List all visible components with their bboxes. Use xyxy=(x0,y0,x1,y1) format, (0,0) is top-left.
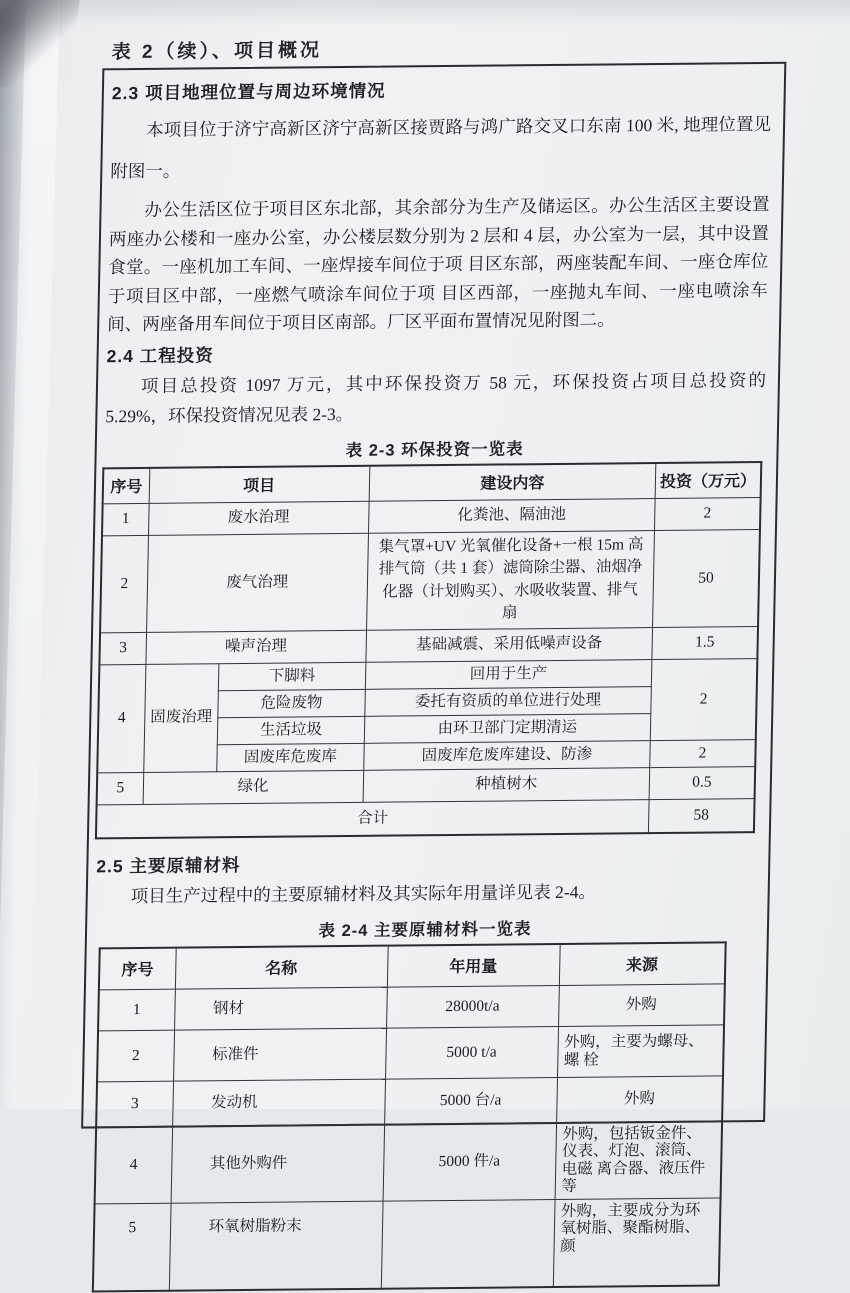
table-row xyxy=(99,658,758,691)
table-cell: 1.5 xyxy=(652,626,758,659)
table-cell: 外购 xyxy=(556,1075,723,1122)
table-row xyxy=(93,1197,721,1291)
table-cell: 绿化 xyxy=(143,770,364,804)
table-cell: 外购 xyxy=(558,983,725,1026)
table-cell: 2 xyxy=(97,1030,174,1082)
table-cell: 外购，主要成分为环氧树脂、聚酯树脂、颜 xyxy=(553,1197,721,1286)
table-cell: 3 xyxy=(96,1081,173,1127)
table-cell: 发动机 xyxy=(172,1079,385,1126)
column-header: 序号 xyxy=(103,467,150,503)
table-cell: 固废治理 xyxy=(143,663,218,772)
column-header: 年用量 xyxy=(387,943,560,986)
section-2-5-heading: 2.5 主要原辅材料 xyxy=(96,854,241,876)
table-cell: 2 xyxy=(654,497,760,530)
table-cell: 28000t/a xyxy=(386,985,559,1028)
table-cell: 委托有资质的单位进行处理 xyxy=(365,686,652,716)
table-row xyxy=(96,1075,723,1126)
table-cell: 基础减震、采用低噪声设备 xyxy=(366,627,653,662)
table-cell: 1 xyxy=(98,989,175,1031)
table-cell: 外购，主要为螺母、螺 栓 xyxy=(557,1024,724,1077)
section-2-4-paragraph: 项目总投资 1097 万元，其中环保投资万 58 元，环保投资占项目总投资的 5.29%，环保投资情况见表 2-3。 xyxy=(105,369,767,426)
section-2-3-paragraph-location: 本项目位于济宁高新区济宁高新区接贾路与鸿广路交叉口东南 100 米, 地理位置见附图一。 xyxy=(110,113,772,182)
table-cell: 3 xyxy=(99,632,146,664)
table-cell: 外购，包括钣金件、仪表、灯泡、滚筒、电磁 离合器、液压件等 xyxy=(555,1120,723,1199)
table-cell: 合计 xyxy=(96,799,649,838)
table-cell: 50 xyxy=(653,529,760,627)
table-cell: 固废库危废库建设、防渗 xyxy=(363,740,650,770)
table-cell: 废水治理 xyxy=(148,501,369,535)
table-cell: 钢材 xyxy=(174,987,387,1030)
table-cell: 2 xyxy=(650,739,756,767)
table-cell: 废气治理 xyxy=(146,533,368,632)
table-cell: 5 xyxy=(93,1203,171,1291)
table-cell: 其他外购件 xyxy=(171,1124,385,1203)
column-header: 投资（万元） xyxy=(655,462,761,499)
content-box xyxy=(81,62,786,1255)
table-cell: 下脚料 xyxy=(218,662,365,690)
table-2-3-caption: 表 2-3 环保投资一览表 xyxy=(345,439,524,460)
column-header: 建设内容 xyxy=(369,463,656,501)
table-cell: 5000 台/a xyxy=(384,1077,557,1124)
table-2-4-caption: 表 2-4 主要原辅材料一览表 xyxy=(318,919,532,940)
table-cell: 环氧树脂粉末 xyxy=(169,1201,383,1291)
table-cell: 标准件 xyxy=(173,1028,386,1081)
table-2-4-header-row xyxy=(99,942,726,990)
table-cell: 0.5 xyxy=(649,766,755,799)
table-row xyxy=(95,1120,723,1203)
table-cell: 生活垃圾 xyxy=(217,716,364,744)
table-cell: 5000 t/a xyxy=(385,1026,558,1079)
table-cell: 由环卫部门定期清运 xyxy=(364,713,651,743)
table-2-4 xyxy=(92,941,727,1292)
table-cell: 58 xyxy=(648,798,754,833)
table-cell: 化粪池、隔油池 xyxy=(368,498,655,533)
table-cell: 5000 件/a xyxy=(383,1122,557,1201)
table-cell: 集气罩+UV 光氧催化设备+一根 15m 高排气筒（共 1 套）滤筒除尘器、油烟净化器（计划购买）、水吸收装置、排气扇 xyxy=(366,530,654,630)
table-cell: 危险废物 xyxy=(218,689,365,717)
table-row xyxy=(100,529,760,632)
table-cell: 回用于生产 xyxy=(365,659,652,689)
section-2-5-paragraph: 项目生产过程中的主要原辅材料及其实际年用量详见表 2-4。 xyxy=(130,881,597,906)
table-cell xyxy=(381,1199,555,1288)
column-header: 名称 xyxy=(175,945,388,989)
table-cell: 5 xyxy=(97,772,144,804)
table-cell: 1 xyxy=(102,503,149,535)
table-total-row xyxy=(96,798,755,838)
table-cell: 4 xyxy=(95,1126,173,1204)
table-cell: 噪声治理 xyxy=(146,630,367,664)
table-cell: 2 xyxy=(650,658,757,740)
table-row xyxy=(98,983,725,1030)
table-cell: 种植树木 xyxy=(363,767,650,802)
table-cell: 固废库危废库 xyxy=(217,743,364,771)
page-title: 表 2（续）、项目概况 xyxy=(111,40,323,64)
section-2-4-heading: 2.4 工程投资 xyxy=(106,344,215,366)
table-cell: 4 xyxy=(97,664,145,772)
column-header: 序号 xyxy=(99,947,176,989)
column-header: 项目 xyxy=(149,465,370,503)
section-2-3-paragraph-layout: 办公生活区位于项目区东北部，其余部分为生产及储运区。办公生活区主要设置两座办公楼和一座办公室，办公楼层数分别为 2 层和 4 层，办公室为一层，其中设置食堂。一座机加工车间、一座焊接车间位于项 目区东部，两座装配车间、一座仓库位于项目区中部，一座燃气喷涂车间位于项 目区西部，一座抛丸车间、一座电喷涂车间、两座备用车间位于项目区南部。厂区平面布置情况见附图二。 xyxy=(107,193,770,335)
table-row xyxy=(97,1024,724,1081)
section-2-3-heading: 2.3 项目地理位置与周边环境情况 xyxy=(111,80,386,104)
table-2-3 xyxy=(95,460,762,838)
table-cell: 2 xyxy=(100,535,148,632)
column-header: 来源 xyxy=(559,942,726,985)
